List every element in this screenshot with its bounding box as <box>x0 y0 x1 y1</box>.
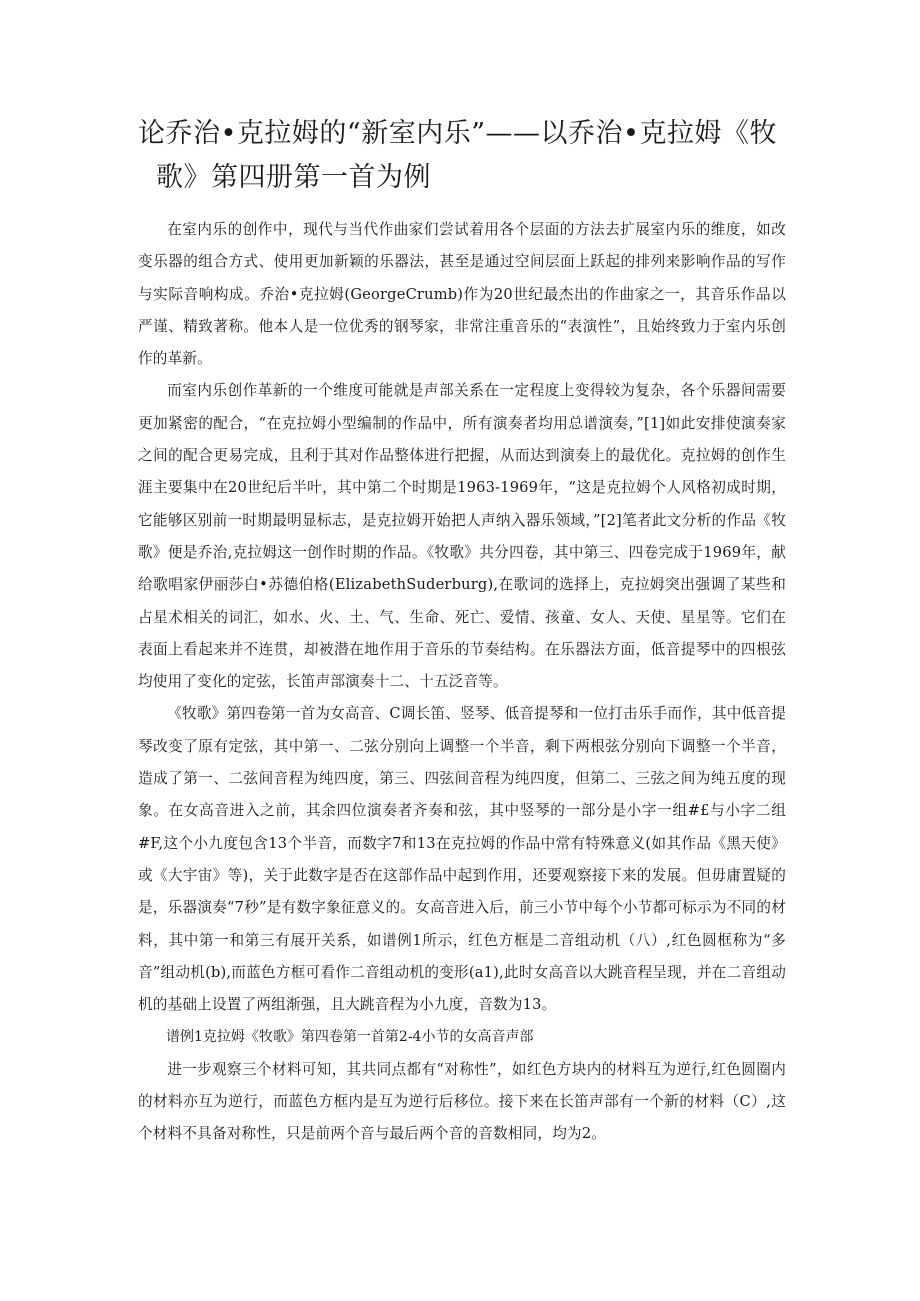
paragraph-4: 进一步观察三个材料可知，其共同点都有“对称性”，如红色方块内的材料互为逆行,红色圆圈内的材料亦互为逆行，而蓝色方框内是互为逆行后移位。接下来在长笛声部有一个新的材料（C）,这个材料不具备对称性，只是前两个音与最后两个音的音数相同，均为2。 <box>138 1060 786 1143</box>
page-title <box>138 112 798 200</box>
figure-caption: 谱例1克拉姆《牧歌》第四卷第一首第2-4小节的女高音声部 <box>166 1029 534 1046</box>
article-body <box>138 214 786 1151</box>
paragraph-2: 而室内乐创作革新的一个维度可能就是声部关系在一定程度上变得较为复杂，各个乐器间需要更加紧密的配合，“在克拉姆小型编制的作品中，所有演奏者均用总谱演奏，”[1]如此安排使演奏家之间的配合更易完成，且利于其对作品整体进行把握，从而达到演奏上的最优化。克拉姆的创作生涯主要集中在20世纪后半叶，其中第二个时期是1963-1969年，“这是克拉姆个人风格初成时期，它能够区别前一时期最明显标志，是克拉姆开始把人声纳入器乐领域，”[2]笔者此文分析的作品《牧歌》便是乔治,克拉姆这一创作时期的作品。《牧歌》共分四卷，其中第三、四卷完成于1969年，献给歌唱家伊丽莎白•苏德伯格(ElizabethSuderburg),在歌词的选择上，克拉姆突出强调了某些和占星术相关的词汇，如水、火、土、气、生命、死亡、爱情、孩童、女人、天使、星星等。它们在表面上看起来并不连贯，却被潜在地作用于音乐的节奏结构。在乐器法方面，低音提琴中的四根弦均使用了变化的定弦，长笛声部演奏十二、十五泛音等。 <box>138 382 786 691</box>
paragraph-3: 《牧歌》第四卷第一首为女高音、C调长笛、竖琴、低音提琴和一位打击乐手而作，其中低音提琴改变了原有定弦，其中第一、二弦分别向上调整一个半音，剩下两根弦分别向下调整一个半音，造成了第一、二弦间音程为纯四度，第三、四弦间音程为纯四度，但第二、三弦之间为纯五度的现象。在女高音进入之前，其余四位演奏者齐奏和弦，其中竖琴的一部分是小字一组#£与小字二组#F,这个小九度包含13个半音，而数字7和13在克拉姆的作品中常有特殊意义(如其作品《黑天使》或《大宇宙》等)，关于此数字是否在这部作品中起到作用，还要观察接下来的发展。但毋庸置疑的是，乐器演奏“7秒”是有数字象征意义的。女高音进入后，前三小节中每个小节都可标示为不同的材料，其中第一和第三有展开关系，如谱例1所示，红色方框是二音组动机（八）,红色圆框称为“多音”组动机(b),而蓝色方框可看作二音组动机的变形(a1),此时女高音以大跳音程呈现，并在二音组动机的基础上设置了两组渐强，且大跳音程为小九度，音数为13。 <box>138 705 786 1014</box>
title-line-2: 歌》第四册第一首为例 <box>156 162 431 193</box>
title-line-1: 论乔治•克拉姆的“新室内乐”——以乔治•克拉姆《牧 <box>138 118 777 149</box>
paragraph-1: 在室内乐的创作中，现代与当代作曲家们尝试着用各个层面的方法去扩展室内乐的维度，如改变乐器的组合方式、使用更加新颖的乐器法，甚至是通过空间层面上跃起的排列来影响作品的写作与实际音响构成。乔治•克拉姆(GeorgeCrumb)作为20世纪最杰出的作曲家之一，其音乐作品以严谨、精致著称。他本人是一位优秀的钢琴家，非常注重音乐的“表演性”，且始终致力于室内乐创作的革新。 <box>138 221 786 368</box>
